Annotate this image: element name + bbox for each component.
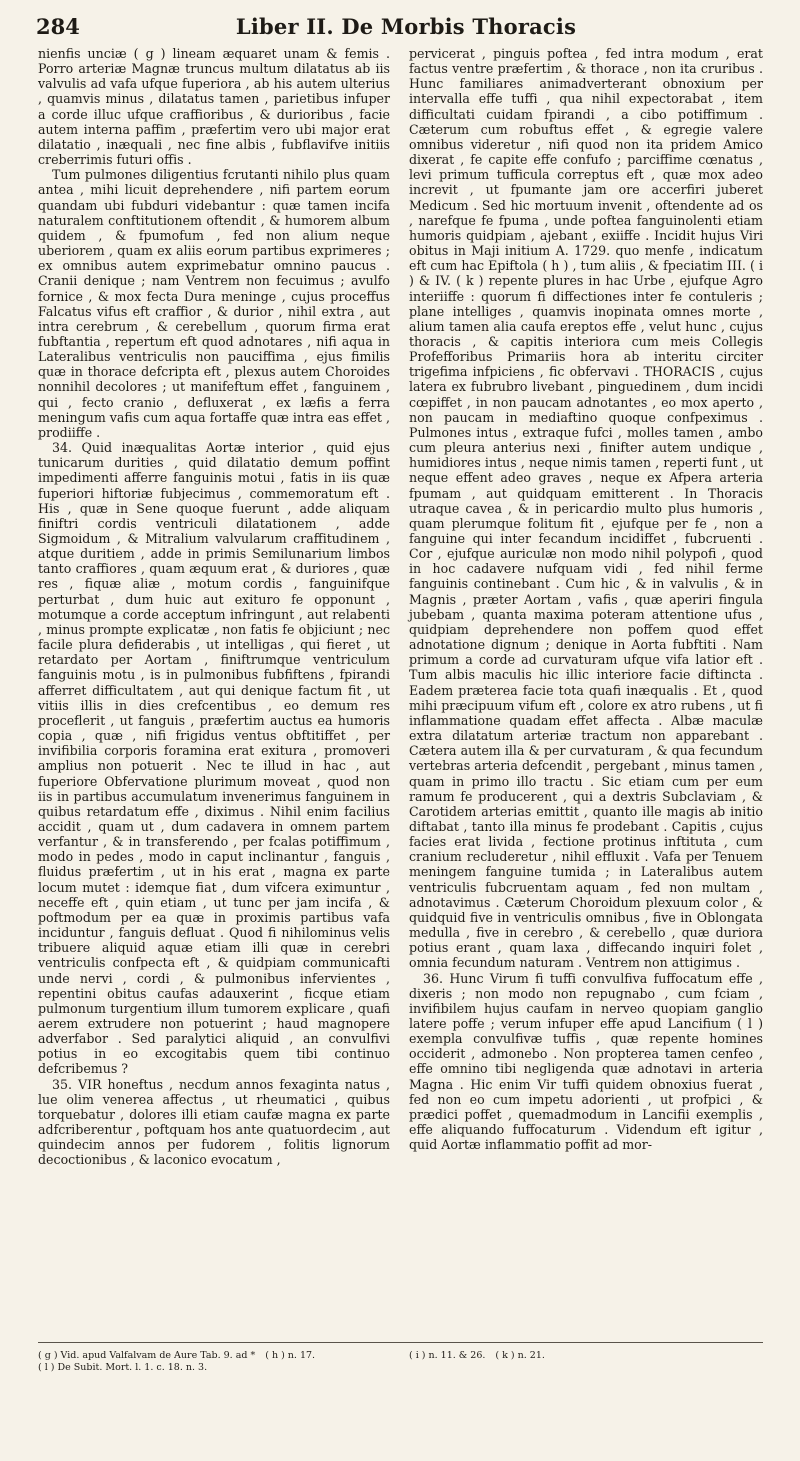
paragraph: 34. Quid inæqualitas Aortæ interior , quid ejus tunicarum durities , quid dilatatio demum poffint impedimenti afferre fanguinis motui , fatis in iis quæ fuperiori hiftoriæ fubjecimus , commemoratum eft . His , quæ in Sene quoque fuerunt , adde aliquam finiftri cordis ventriculi dilatationem , adde Sigmoidum , & Mitralium valvularum craffitudinem , atque duritiem , adde in primis Semilunarium limbos tanto craffiores , quam æquum erat , & duriores , quæ res , fiquæ aliæ , motum cordis , fanguinifque perturbat , dum huic aut exituro fe opponunt , motumque a corde acceptum infringunt , aut relabenti , minus prompte explicatæ , non fatis fe objiciunt ; nec facile plura defiderabis , ut intelligas , qui fieret , ut retardato per Aortam , finiftrumque ventriculum fanguinis motu , is in pulmonibus fubfiftens , fpirandi afferret difficultatem , aut qui denique factum fit , ut vitiis illis in dies crefcentibus , eo demum res proceflerit , ut fanguis , præfertim auctus ea humoris copia , quæ , nifi frigidus ventus obftitiffet , per invifibilia corporis foramina erat exitura , promoveri amplius non potuerit . Nec te illud in hac , aut fuperiore Obfervatione plurimum moveat , quod non iis in partibus accumulatum invenerimus fanguinem in quibus retardatum effe , diximus . Nihil enim facilius accidit , quam ut , dum cadavera in omnem partem verfantur , & in transferendo , per fcalas potiffimum , modo in pedes , modo in caput inclinantur , fanguis , fluidus præfertim , ut in his erat , magna ex parte locum mutet : idemque fiat , dum vifcera eximuntur , neceffe eft , quin etiam , ut tunc per jam incifa , & poftmodum per ea quæ in proximis partibus vafa inciduntur , fanguis defluat . Quod fi nihilominus velis tribuere aliquid aquæ etiam illi quæ in cerebri ventriculis confpecta eft , & quidpiam communicafti unde nervi , cordi , & pulmonibus infervientes , repentini obitus caufas adauxerint , ficque etiam pulmonum turgentium illum tumorem explicare , quafi aerem extrudere non potuerint ; haud magnopere adverfabor . Sed paralytici aliquid , an convulfivi potius in eo excogitabis quem tibi continuo defcribemus ? [38, 440, 390, 1077]
running-title: Liber II. De Morbis Thoracis [235, 14, 577, 39]
footnotes-left [38, 1350, 390, 1374]
footnote-divider [38, 1342, 763, 1343]
footnote-line [409, 1350, 763, 1362]
page-header [36, 14, 776, 40]
paragraph: 36. Hunc Virum fi tuffi convulfiva fuffocatum effe , dixeris ; non modo non repugnabo , cum fciam , invifibilem hujus caufam in nerveo quopiam ganglio latere poffe ; verum infuper effe apud Lancifium ( l ) exempla convulfivæ tuffis , quæ repente homines occiderit , admonebo . Non propterea tamen cenfeo , effe omnino tibi negligenda quæ adnotavi in arteria Magna . Hic enim Vir tuffi quidem obnoxius fuerat , fed non eo cum impetu adorienti , ut profpici , & prædici poffet , quemadmodum in Lancifii exemplis , effe aliquando fuffocaturum . Videndum eft igitur , quid Aortæ inflammatio poffit ad mor- [409, 970, 763, 1153]
page-number: 284 [36, 14, 80, 39]
footnotes-right [409, 1350, 763, 1362]
footnote-i: ( i ) n. 11. & 26. [409, 1350, 486, 1361]
paragraph: pervicerat , pinguis poftea , fed intra modum , erat factus ventre præfertim , & thorace , non ita cruribus . Hunc familiares animadverterant obnoxium per intervalla effe tuffi , qua nihil expectorabat , item difficultati cuidam fpirandi , a cibo potiffimum . Cæterum cum robuftus effet , & egregie valere omnibus videretur , nifi quod non ita pridem Amico dixerat , fe capite effe confufo ; parciffime cœnatus , levi primum tufficula correptus eft , quæ mox adeo increvit , ut fpumante jam ore accerfiri juberet Medicum . Sed hic mortuum invenit , oftendente ad os , narefque fe fpuma , unde poftea fanguinolenti etiam humoris quidpiam , ajebant , exiiffe . Incidit hujus Viri obitus in Maji initium A. 1729. quo menfe , indicatum eft cum hac Epiftola ( h ) , tum aliis , & fpeciatim III. ( i ) & IV. ( k ) repente plures in hac Urbe , ejufque Agro interiiffe : quorum fi diffectiones inter fe contuleris ; plane intelliges , quamvis inopinata omnes morte , alium tamen alia caufa ereptos effe , velut hunc , cujus thoracis , & capitis interiora cum meis Collegis Profefforibus Primariis hora ab interitu circiter trigefima infpiciens , fic obfervavi . THORACIS , cujus latera ex fubrubro livebant , pinguedinem , dum incidi cœpiffet , in non paucam adnotantes , eo mox aperto , non paucam in mediaftino quoque confpeximus . Pulmones intus , extraque fufci , molles tamen , ambo cum pleura anterius nexi , finifter autem undique , humidiores intus , neque nimis tamen , reperti funt , ut neque effent adeo graves , neque ex Afpera arteria fpumam , aut quidquam emitterent . In Thoracis utraque cavea , & in pericardio multo plus humoris , quam plerumque folitum fit , ejufque per fe , non a fanguine qui inter fecandum incidiffet , fubcruenti . Cor , ejufque auriculæ non modo nihil polypofi , quod in hoc cadavere nufquam vidi , fed nihil ferme fanguinis continebant . Cum hic , & in valvulis , & in Magnis , præter Aortam , vafis , quæ aperiri fingula jubebam , quanta maxima poteram attentione ufus , quidpiam deprehendere non poffem quod effet adnotatione dignum ; denique in Aorta fubftiti . Nam primum a corde ad curvaturam ufque vifa latior eft . Tum albis maculis hic illic interiore facie diftincta . Eadem præterea facie tota quafi inæqualis . Et , quod mihi præcipuum vifum eft , colore ex atro rubens , ut fi inflammatione quadam effet affecta . Albæ maculæ extra dilatatum arteriæ tractum non apparebant . Cætera autem illa & per curvaturam , & qua fecundum vertebras arteria defcendit , pergebant , minus tamen , quam in primo illo tractu . Sic etiam cum per eum ramum fe producerent , qui a dextris Subclaviam , & Carotidem arterias emittit , quanto ille magis ab initio diftabat , tanto illa minus fe prodebant . Capitis , cujus facies erat livida , fectione protinus inftituta , cum cranium recluderetur , nihil effluxit . Vafa per Tenuem meningem fanguine tumida ; in Lateralibus autem ventriculis fubcruentam aquam , fed non multam , adnotavimus . Cæterum Choroidum plexuum color , & quidquid five in ventriculis omnibus , five in Oblongata medulla , five in cerebro , & cerebello , quæ duriora potius erant , quam laxa , diffecando inquiri folet , omnia fecundum naturam . Ventrem non attigimus . [409, 46, 763, 971]
footnote-g: ( g ) Vid. apud Valfalvam de Aure Tab. 9. ad * [38, 1350, 256, 1361]
left-column [38, 46, 390, 1168]
footnote-line [38, 1350, 390, 1362]
footnote-line [38, 1362, 390, 1374]
right-column [409, 46, 763, 1152]
paragraph: Tum pulmones diligentius fcrutanti nihilo plus quam antea , mihi licuit deprehendere , nifi partem eorum quandam ubi fubduri videbantur : quæ tamen incifa naturalem conftitutionem oftendit , & humorem album quidem , & fpumofum , fed non alium neque uberiorem , quam ex aliis eorum partibus exprimeres ; ex omnibus autem exprimebatur omnino paucus . Cranii denique ; nam Ventrem non fecuimus ; avulfo fornice , & mox fecta Dura meninge , cujus proceffus Falcatus vifus eft craffior , & durior , nihil extra , aut intra cerebrum , & cerebellum , quorum firma erat fubftantia , repertum eft quod adnotares , nifi aqua in Lateralibus ventriculis non pauciffima , ejus fimilis quæ in thorace defcripta eft , plexus autem Choroides nonnihil decolores ; ut manifeftum effet , fanguinem , qui , fecto cranio , defluxerat , ex læfis a ferra meningum vafis cum aqua fortaffe quæ intra eas effet , prodiiffe . [38, 167, 390, 440]
footnote-k: ( k ) n. 21. [495, 1350, 545, 1361]
paragraph: 35. VIR honeftus , necdum annos fexaginta natus , lue olim venerea affectus , ut rheumatici , quibus torquebatur , dolores illi etiam caufæ magna ex parte adfcriberentur , poftquam hos ante quatuordecim , aut quindecim annos per fudorem , folitis lignorum decoctionibus , & laconico evocatum , [38, 1076, 390, 1168]
paragraph: nienfis unciæ ( g ) lineam æquaret unam & femis . Porro arteriæ Magnæ truncus multum dilatatus ab iis valvulis ad vafa ufque fuperiora , ab his autem ulterius , quamvis minus , dilatatus tamen , parietibus infuper a corde illuc ufque craffioribus , & durioribus , facie autem interna paffim , præfertim vero ubi major erat dilatatio , inæquali , nec fine albis , fubflavifve initiis creberrimis futuri offis . [38, 46, 390, 168]
footnote-l: ( l ) De Subit. Mort. l. 1. c. 18. n. 3. [38, 1362, 208, 1373]
footnote-h: ( h ) n. 17. [265, 1350, 316, 1361]
